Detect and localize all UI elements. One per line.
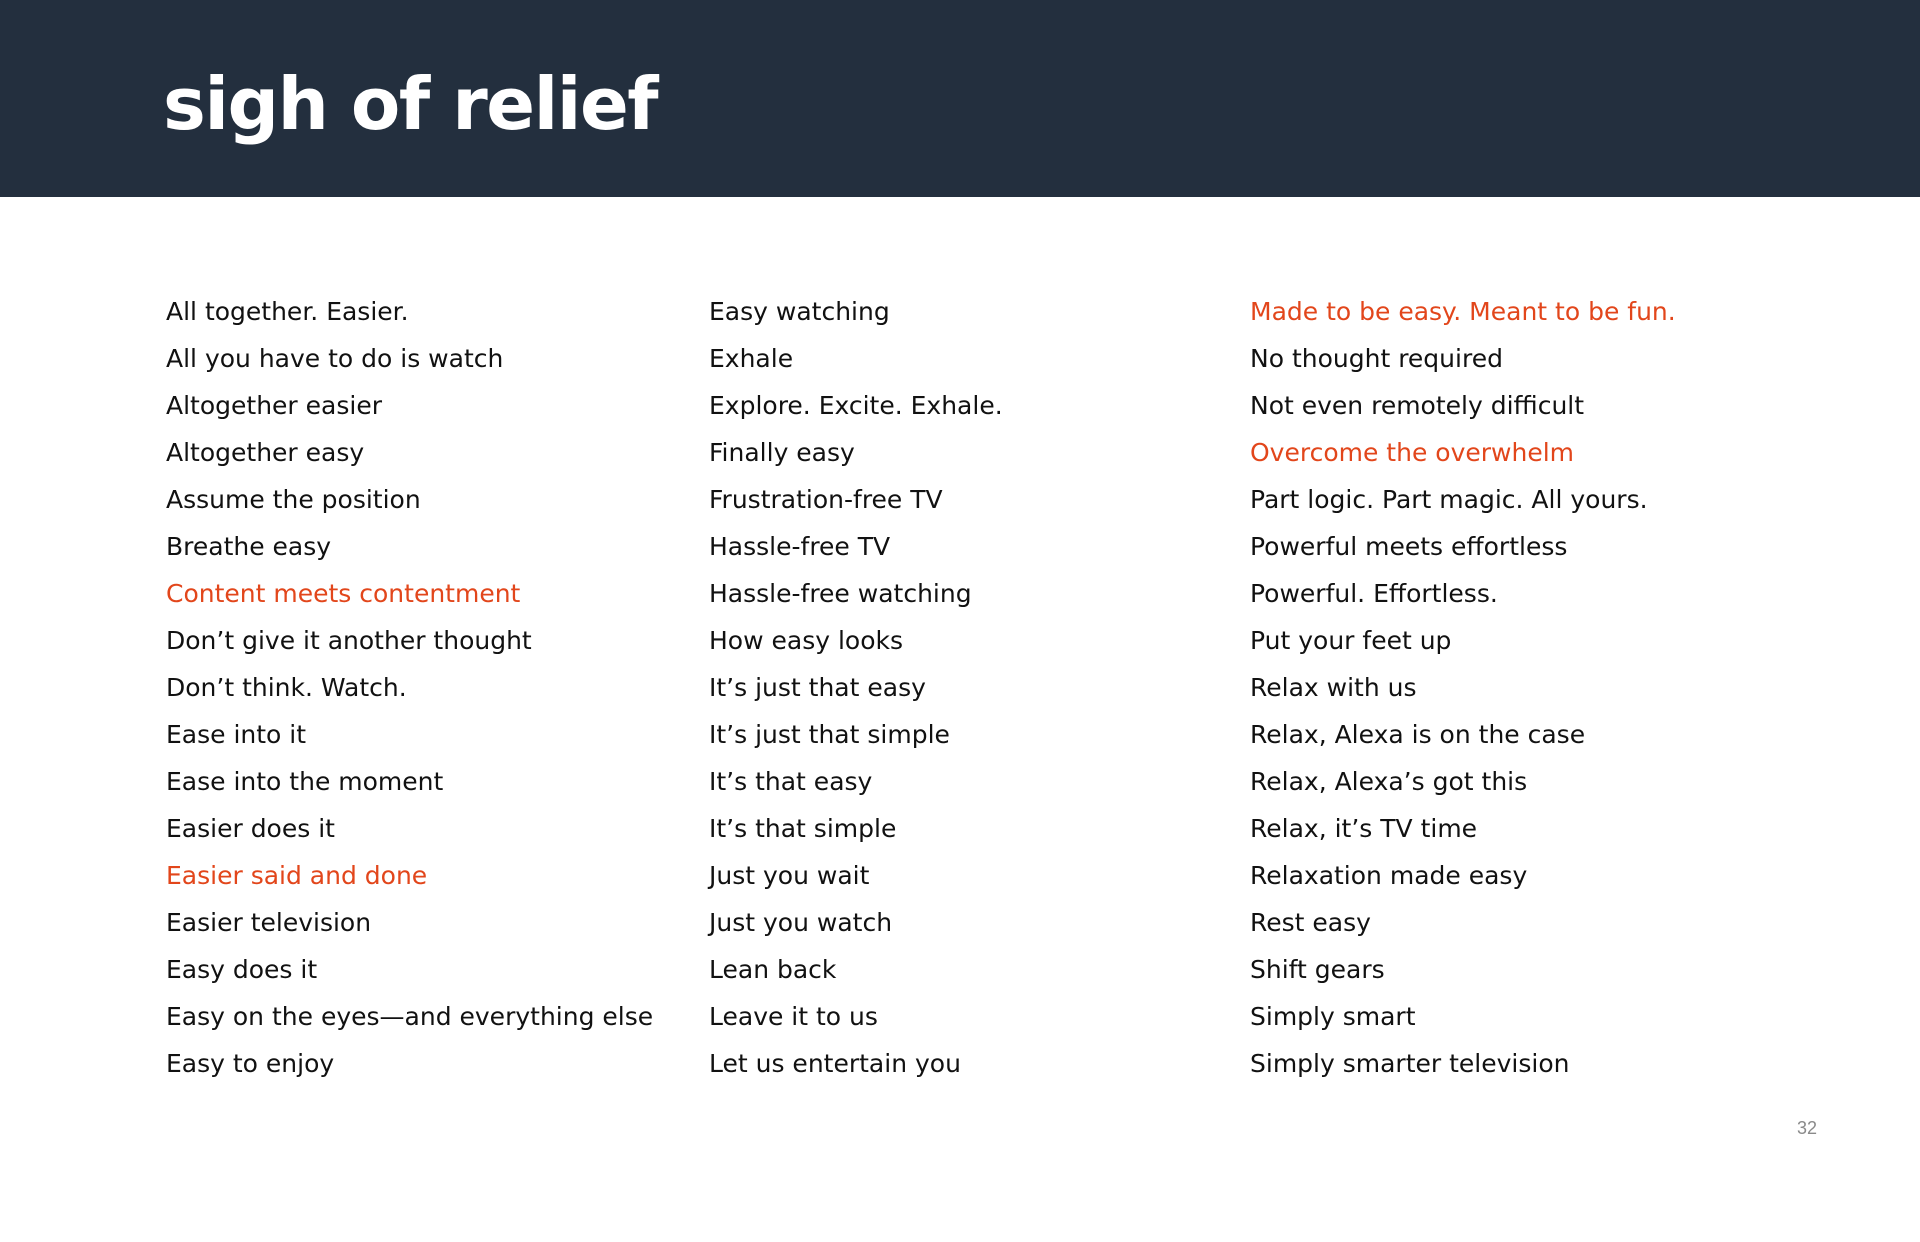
- phrase-item: Exhale: [709, 344, 794, 373]
- phrase-column-3: [1250, 288, 1676, 1087]
- phrase-column-2: [709, 288, 1003, 1087]
- phrase-item: No thought required: [1250, 344, 1503, 373]
- phrase-item: Made to be easy. Meant to be fun.: [1250, 297, 1676, 326]
- phrase-item: Don’t give it another thought: [166, 626, 532, 655]
- phrase-item: Just you watch: [709, 908, 893, 937]
- header-banner: [0, 0, 1920, 197]
- phrase-item: Frustration-free TV: [709, 485, 943, 514]
- phrase-item: Don’t think. Watch.: [166, 673, 407, 702]
- phrase-column-1: [166, 288, 653, 1087]
- phrase-item: Part logic. Part magic. All yours.: [1250, 485, 1648, 514]
- phrase-item: Relax, Alexa’s got this: [1250, 767, 1528, 796]
- phrase-item: Hassle-free watching: [709, 579, 972, 608]
- phrase-item: All together. Easier.: [166, 297, 409, 326]
- phrase-item: Content meets contentment: [166, 579, 521, 608]
- phrase-item: Shift gears: [1250, 955, 1385, 984]
- phrase-item: Hassle-free TV: [709, 532, 891, 561]
- phrase-item: Explore. Excite. Exhale.: [709, 391, 1003, 420]
- phrase-item: Put your feet up: [1250, 626, 1452, 655]
- phrase-item: Altogether easy: [166, 438, 365, 467]
- phrase-item: Rest easy: [1250, 908, 1371, 937]
- phrase-item: Relax, it’s TV time: [1250, 814, 1478, 843]
- phrase-item: Relax, Alexa is on the case: [1250, 720, 1586, 749]
- phrase-item: Finally easy: [709, 438, 855, 467]
- page-title: sigh of relief: [163, 62, 658, 146]
- phrase-item: All you have to do is watch: [166, 344, 504, 373]
- phrase-item: Easier television: [166, 908, 372, 937]
- phrase-item: It’s just that simple: [709, 720, 950, 749]
- phrase-item: Lean back: [709, 955, 837, 984]
- phrase-item: Easier said and done: [166, 861, 428, 890]
- phrase-item: Relaxation made easy: [1250, 861, 1528, 890]
- phrase-item: Easy to enjoy: [166, 1049, 335, 1078]
- phrase-item: Just you wait: [709, 861, 870, 890]
- phrase-item: How easy looks: [709, 626, 903, 655]
- phrase-item: Easy does it: [166, 955, 318, 984]
- phrase-item: Easier does it: [166, 814, 335, 843]
- phrase-item: Powerful. Effortless.: [1250, 579, 1498, 608]
- phrase-item: Simply smarter television: [1250, 1049, 1570, 1078]
- phrase-item: Easy watching: [709, 297, 890, 326]
- phrase-item: It’s just that easy: [709, 673, 926, 702]
- phrase-item: Powerful meets effortless: [1250, 532, 1568, 561]
- phrase-item: Ease into the moment: [166, 767, 444, 796]
- phrase-item: It’s that simple: [709, 814, 897, 843]
- page-number: 32: [1797, 1118, 1818, 1138]
- phrase-item: Simply smart: [1250, 1002, 1416, 1031]
- phrase-item: Altogether easier: [166, 391, 382, 420]
- phrase-item: Breathe easy: [166, 532, 332, 561]
- phrase-item: It’s that easy: [709, 767, 873, 796]
- phrase-item: Ease into it: [166, 720, 307, 749]
- phrase-item: Let us entertain you: [709, 1049, 961, 1078]
- phrase-item: Relax with us: [1250, 673, 1417, 702]
- phrase-item: Overcome the overwhelm: [1250, 438, 1574, 467]
- phrase-item: Easy on the eyes—and everything else: [166, 1002, 654, 1031]
- phrase-item: Assume the position: [166, 485, 421, 514]
- phrase-item: Leave it to us: [709, 1002, 878, 1031]
- phrase-item: Not even remotely difficult: [1250, 391, 1585, 420]
